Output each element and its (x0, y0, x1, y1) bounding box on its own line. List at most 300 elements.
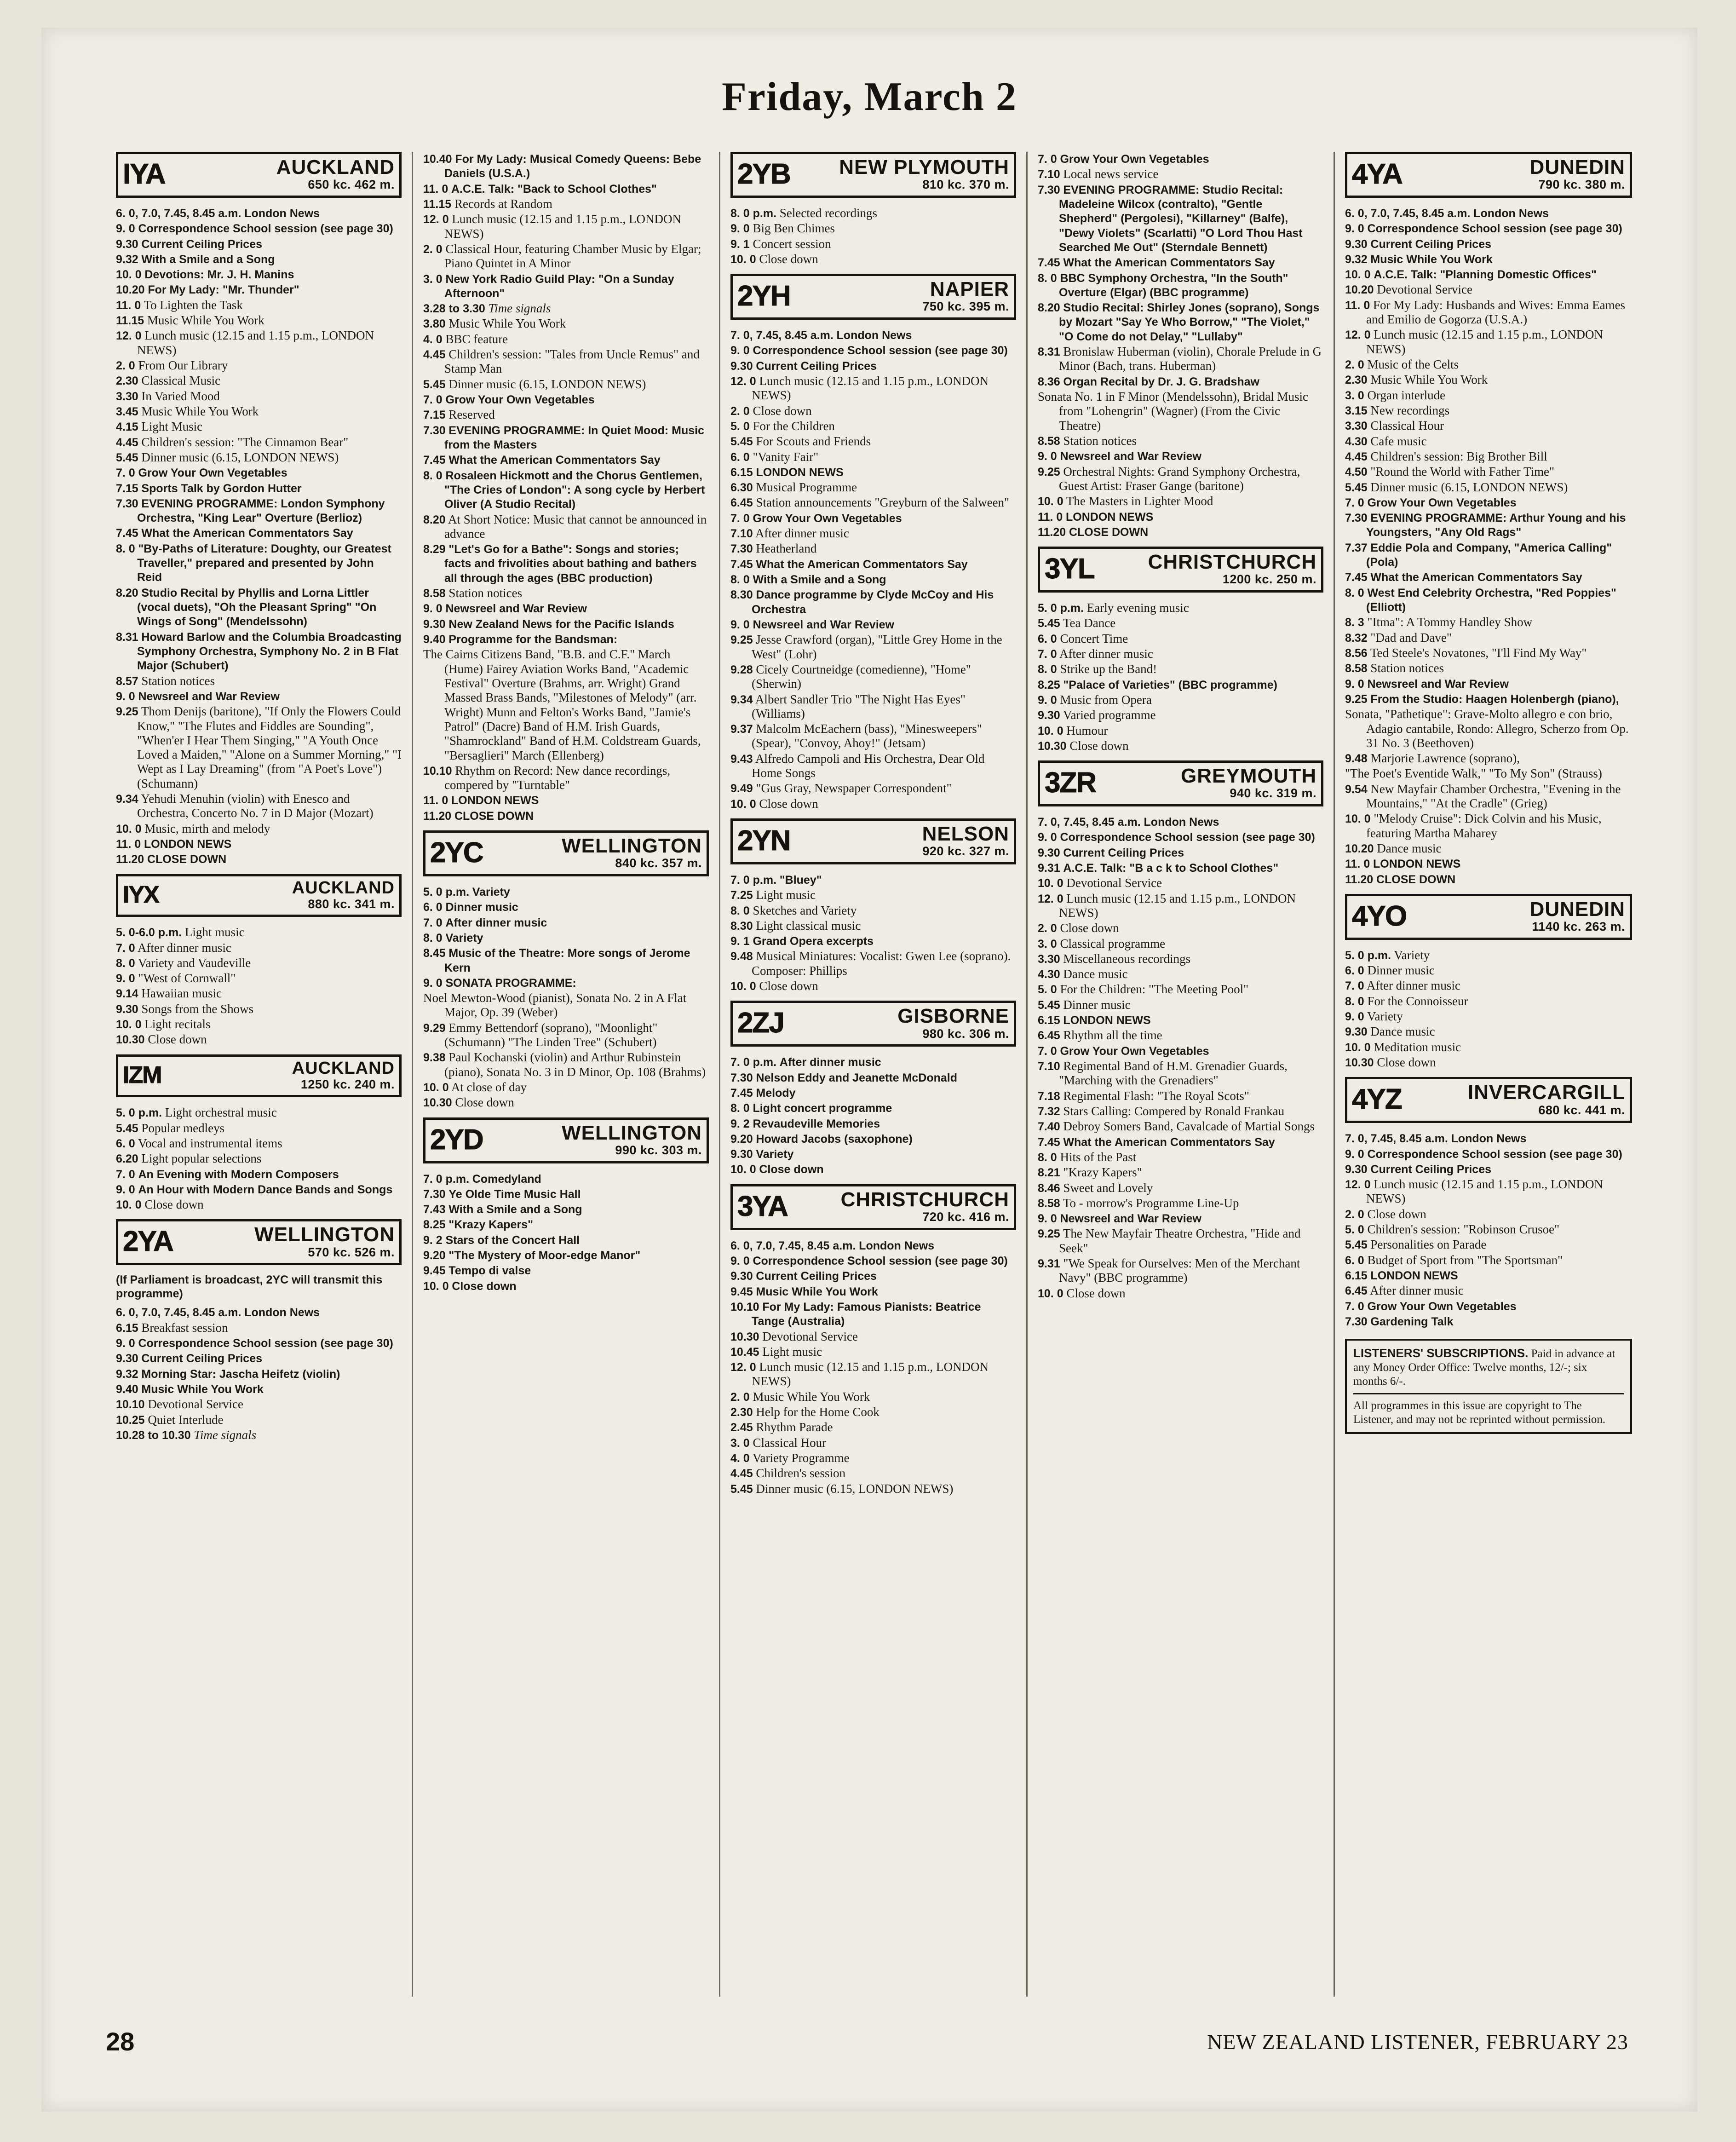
programme-title: Alfredo Campoli and His Orchestra, Dear Old Home Songs (752, 751, 985, 780)
programme-entry (116, 1413, 402, 1427)
programme-entry (423, 347, 709, 376)
programme-title: Albert Sandler Trio "The Night Has Eyes" (Williams) (752, 692, 966, 720)
programme-time: 8. 0 (423, 469, 443, 482)
programme-entry (116, 420, 402, 434)
programme-entry (1038, 1089, 1323, 1103)
programme-entry (730, 1451, 1016, 1465)
programme-entry (1345, 373, 1632, 387)
programme-entry (1038, 892, 1323, 921)
programme-entry (423, 1021, 709, 1050)
programme-entry (116, 1351, 402, 1365)
programme-time: 9.20 (423, 1249, 446, 1262)
programme-entry (116, 925, 402, 939)
programme-title: Correspondence School session (see page 30) (1060, 831, 1315, 844)
programme-title: After dinner music (1369, 1284, 1464, 1298)
programme-entry (1345, 1025, 1632, 1039)
programme-title: Children's session: "Tales from Uncle Remus" and Stamp Man (444, 347, 700, 376)
programme-time: 7.18 (1038, 1089, 1060, 1103)
programme-time: 9.32 (1345, 253, 1368, 266)
programme-title: EVENING PROGRAMME: London Symphony Orchestra, "King Lear" Overture (Berlioz) (137, 497, 385, 525)
programme-entry (1038, 271, 1323, 300)
station-city: WELLINGTON (562, 835, 702, 858)
programme-time: 12. 0 (730, 1361, 756, 1374)
programme-time: 8.20 (1038, 301, 1060, 315)
programme-entry (116, 1032, 402, 1047)
programme-time: 11.15 (423, 197, 452, 211)
programme-time: 3. 0 (423, 272, 443, 286)
programme-time: 7.15 (116, 482, 138, 495)
programme-entry (423, 632, 709, 646)
programme-title: Current Ceiling Prices (1370, 1163, 1491, 1176)
programme-time: 9. 0 (730, 344, 750, 357)
programme-title: The Masters in Lighter Mood (1066, 494, 1213, 508)
programme-entry (423, 1279, 709, 1293)
programme-list (730, 328, 1016, 811)
programme-time: 5.45 (730, 435, 753, 449)
station-callsign: 2YH (737, 280, 790, 312)
programme-time: 7. 0 (730, 512, 750, 525)
programme-title: "Dad and Dave" (1370, 630, 1452, 645)
programme-title: Light concert programme (753, 1102, 892, 1115)
programme-time: 4.45 (1345, 450, 1368, 463)
programme-entry (116, 1002, 402, 1016)
programme-entry (1345, 434, 1632, 449)
programme-title: Music of the Celts (1367, 357, 1459, 371)
programme-title: Current Ceiling Prices (141, 237, 262, 251)
programme-title: Light Music (141, 420, 203, 434)
programme-entry (730, 587, 1016, 616)
programme-title: What the American Commentators Say (1063, 256, 1275, 270)
programme-list (116, 925, 402, 1047)
programme-time: 10. 0 (730, 253, 756, 266)
programme-title: Music While You Work (141, 1382, 264, 1396)
programme-time: 7.30 (730, 1071, 753, 1084)
programme-time: 11. 0 (423, 794, 448, 807)
programme-time: 8.56 (1345, 646, 1368, 660)
programme-entry (1345, 480, 1632, 495)
copyright-notice: All programmes in this issue are copyright to The Listener, and may not be reprinted without permission. (1353, 1399, 1606, 1426)
programme-title: Station announcements "Greyburn of the Salween" (756, 495, 1010, 510)
programme-entry (730, 873, 1016, 887)
programme-title: After dinner music (1059, 646, 1153, 661)
programme-entry (1345, 328, 1632, 357)
programme-title: Help for the Home Cook (756, 1405, 879, 1419)
programme-time: 8.30 (730, 588, 753, 602)
station-header (730, 818, 1016, 864)
programme-entry (730, 1117, 1016, 1131)
programme-title: Lunch music (12.15 and 1.15 p.m., LONDON NEWS) (444, 212, 682, 241)
programme-title: New Zealand News for the Pacific Islands (448, 617, 674, 631)
programme-title: London News (1473, 207, 1549, 220)
programme-entry (730, 1466, 1016, 1480)
programme-title: After dinner music (445, 916, 547, 929)
programme-title: Classical Music (141, 374, 221, 388)
programme-time: 9.30 (116, 1352, 138, 1365)
programme-entry (1345, 252, 1632, 266)
programme-entry (1038, 724, 1323, 738)
programme-time: 9.45 (730, 1285, 753, 1298)
programme-entry (730, 781, 1016, 795)
programme-time: 6.45 (730, 496, 753, 510)
programme-entry (1038, 167, 1323, 181)
programme-entry (423, 212, 709, 241)
programme-title: For My Lady: Musical Comedy Queens: Bebe Daniels (U.S.A.) (444, 153, 701, 180)
programme-time: 9.30 (1345, 1163, 1368, 1176)
programme-title: Local news service (1063, 167, 1159, 181)
station-header (116, 1219, 402, 1265)
programme-time: 6. 0 (116, 1137, 135, 1150)
programme-entry (1038, 967, 1323, 981)
programme-title: Classical Hour (1370, 419, 1444, 433)
programme-time: 8. 0 (1345, 586, 1364, 599)
station-city: AUCKLAND (292, 1058, 395, 1078)
programme-entry (730, 328, 1016, 342)
programme-entry (730, 1254, 1016, 1268)
programme-time: 11. 0 (1345, 299, 1370, 312)
programme-title: With a Smile and a Song (753, 573, 886, 586)
programme-title: Big Ben Chimes (753, 221, 835, 236)
programme-entry (1038, 183, 1323, 255)
programme-title: With a Smile and a Song (448, 1203, 582, 1216)
programme-time: 10. 0 (116, 268, 142, 282)
programme-entry (116, 221, 402, 236)
programme-title: From Our Library (138, 358, 228, 372)
programme-time: 10. 0 (1038, 495, 1063, 508)
programme-time: 9.48 (1345, 752, 1368, 766)
programme-title: London News (244, 207, 320, 220)
programme-entry (1345, 298, 1632, 327)
programme-time: 4.15 (116, 420, 138, 434)
programme-title: Grow Your Own Vegetables (753, 512, 902, 525)
programme-entry (423, 332, 709, 346)
programme-title: Morning Star: Jascha Heifetz (violin) (141, 1367, 340, 1381)
programme-time: 8.31 (116, 630, 138, 644)
station-callsign: IYX (123, 881, 159, 909)
programme-entry (1345, 1207, 1632, 1221)
programme-title: Lunch music (12.15 and 1.15 p.m., LONDON NEWS) (1366, 1177, 1604, 1206)
programme-title: EVENING PROGRAMME: Arthur Young and his Youngsters, "Any Old Rags" (1366, 512, 1626, 539)
programme-time: 9.38 (423, 1051, 446, 1065)
programme-time: 8.32 (1345, 631, 1368, 645)
programme-entry (1038, 616, 1323, 630)
programme-title: New York Radio Guild Play: "On a Sunday Afternoon" (444, 272, 674, 300)
programme-time: 9. 0 (1038, 831, 1057, 844)
programme-entry (730, 1390, 1016, 1404)
programme-time: 9. 2 (423, 1233, 443, 1247)
programme-title: Studio Recital by Phyllis and Lorna Littler (vocal duets), "Oh the Pleasant Spring" "On Wings of Song" (Mendelssohn) (137, 586, 377, 628)
programme-entry (116, 956, 402, 970)
programme-title: Station notices (1370, 661, 1444, 675)
programme-title: Variety and Vaudeville (138, 956, 251, 970)
programme-title: Grow Your Own Vegetables (138, 466, 287, 480)
programme-title: Grow Your Own Vegetables (1060, 1044, 1209, 1058)
programme-time: 7.30 (116, 497, 138, 510)
programme-title: LONDON NEWS (451, 794, 539, 807)
programme-time: 9. 0 (423, 602, 443, 616)
programme-entry (730, 374, 1016, 403)
programme-title: "Let's Go for a Bathe": Songs and stories; facts and frivolities about bathing and bathers all through the ages (BBC production) (444, 543, 697, 585)
programme-title: A.C.E. Talk: "B a c k to School Clothes" (1063, 861, 1279, 875)
programme-time: 8. 3 (1345, 616, 1364, 629)
programme-entry (423, 1172, 709, 1186)
programme-time: 5. 0 p.m. (1345, 949, 1391, 962)
programme-time: 4. 0 (423, 333, 443, 346)
programme-title: EVENING PROGRAMME: Studio Recital: Madeleine Wilcox (contralto), "Gentle Shepherd" (Pergolesi), "Killarney" (Balfe), "Dewy Violets" (Scarlatti) "O Lord Thou Hast Searched Me Out" (Sterndale Bennett) (1059, 183, 1303, 254)
programme-entry (423, 1202, 709, 1216)
programme-entry (423, 976, 709, 990)
programme-time: 9.30 (423, 617, 446, 631)
programme-entry (1345, 1268, 1632, 1283)
programme-title: Hawaiian music (141, 986, 222, 1001)
programme-title: Regimental Flash: "The Royal Scots" (1063, 1088, 1249, 1103)
programme-list (116, 1305, 402, 1442)
station-frequency: 720 kc. 416 m. (922, 1209, 1009, 1224)
programme-time: 11.20 (423, 809, 452, 823)
programme-entry (116, 541, 402, 585)
programme-title: Paul Kochanski (violin) and Arthur Rubinstein (piano), Sonata No. 3 in D Minor, Op. 108 (Brahms) (444, 1050, 706, 1079)
programme-title: Rosaleen Hickmott and the Chorus Gentlemen, "The Cries of London": A song cycle by Herbert Oliver (A Studio Recital) (444, 469, 705, 511)
station-meta (172, 157, 395, 192)
programme-title: Correspondence School session (see page 30) (138, 222, 393, 236)
programme-time: 5.45 (730, 1482, 753, 1496)
programme-entry (423, 542, 709, 585)
programme-entry (116, 1198, 402, 1212)
programme-title: Music While You Work (147, 313, 264, 328)
programme-time: 6. 0 (1345, 964, 1364, 978)
programme-time: 7.30 (1345, 512, 1368, 525)
programme-title: Tea Dance (1063, 616, 1116, 630)
programme-title: LONDON NEWS (1373, 858, 1461, 871)
programme-time: 5. 0 p.m. (423, 885, 470, 898)
programme-entry (730, 1071, 1016, 1085)
programme-entry (1345, 646, 1632, 660)
programme-entry (1038, 1256, 1323, 1285)
station-frequency: 980 kc. 306 m. (922, 1026, 1009, 1041)
programme-time: 7.37 (1345, 541, 1368, 554)
programme-title: Close down (148, 1032, 207, 1047)
programme-time: 9.48 (730, 950, 753, 963)
programme-title: Variety (472, 885, 510, 898)
programme-time: 8.58 (423, 587, 446, 600)
programme-time: 9. 0 (1038, 450, 1057, 463)
programme-entry (1038, 632, 1323, 646)
programme-title: Close down (759, 796, 818, 811)
station-meta (489, 835, 702, 870)
station-callsign: 4YZ (1352, 1083, 1402, 1116)
programme-time: 9. 0 (1345, 1147, 1364, 1161)
programme-entry (423, 512, 709, 541)
programme-title: London News (244, 1306, 320, 1319)
programme-title: Music While You Work (141, 404, 259, 418)
programme-time: 9.34 (730, 693, 753, 706)
programme-time: 8. 0 (1038, 271, 1057, 285)
programme-entry (1038, 434, 1323, 448)
programme-title: Programme for the Bandsman: (448, 633, 618, 646)
programme-time: 10. 0 (730, 1163, 756, 1176)
programme-title: Correspondence School session (see page 30) (138, 1336, 393, 1350)
programme-title: Variety Programme (752, 1451, 850, 1465)
programme-entry (1038, 1059, 1323, 1088)
station-callsign: 4YA (1352, 158, 1402, 190)
programme-time: 7.30 (730, 542, 753, 556)
programme-title: What the American Commentators Say (141, 527, 353, 540)
station-frequency: 650 kc. 462 m. (308, 178, 395, 192)
programme-time: 10. 0 (423, 1279, 449, 1293)
programme-title: Sonata No. 1 in F Minor (Mendelssohn), Bridal Music from "Lohengrin" (Wagner) (From the Civic Theatre) (1038, 390, 1308, 432)
programme-entry (1038, 830, 1323, 844)
programme-entry (1345, 782, 1632, 811)
station-header (116, 152, 402, 198)
programme-time: 9. 0 (1345, 677, 1364, 691)
station-meta (1102, 766, 1316, 800)
programme-entry (423, 991, 709, 1020)
programme-time: 3.15 (1345, 404, 1368, 417)
station-header (1345, 152, 1632, 198)
programme-entry (1345, 1055, 1632, 1070)
programme-entry (116, 1152, 402, 1166)
programme-title: Miscellaneous recordings (1063, 951, 1191, 966)
programme-title: Rhythm all the time (1063, 1028, 1162, 1042)
programme-title: Newsreel and War Review (1367, 677, 1509, 691)
programme-entry (1345, 465, 1632, 479)
programme-title: Dance programme by Clyde McCoy and His Orchestra (752, 588, 994, 616)
programme-time: 4.30 (1345, 435, 1368, 448)
programme-entry (116, 674, 402, 688)
programme-time: 9.43 (730, 752, 753, 766)
programme-title: "Krazy Kapers" (448, 1218, 533, 1232)
programme-title: Variety (756, 1148, 794, 1161)
programme-title: From the Studio: Haagen Holenbergh (piano), (1370, 692, 1619, 706)
programme-entry (1038, 1104, 1323, 1118)
programme-time: 10.28 to 10.30 (116, 1428, 191, 1442)
programme-title: What the American Commentators Say (1370, 571, 1582, 584)
programme-entry (1038, 678, 1323, 692)
programme-list (1345, 948, 1632, 1070)
programme-time: 6.45 (1038, 1029, 1060, 1042)
programme-time: 3. 0 (730, 1436, 750, 1450)
programme-entry (1038, 647, 1323, 661)
programme-entry (1038, 846, 1323, 860)
programme-entry (1038, 708, 1323, 722)
programme-time: 9. 0 (116, 690, 135, 703)
programme-title: The Cairns Citizens Band, "B.B. and C.F." March (Hume) Fairey Aviation Works Band, "Academic Festival" Overture (Brahms, arr. Wright) Grand Massed Brass Bands, "Milestones of Melody" (arr. Wright) Munn and Felton's Works Band, "Jamie's Patrol" (Dacre) Band of H.M. Irish Guards, "Shamrockland" Band of H.M. Coldstream Guards, "Bersaglieri" March (Ellenberg) (423, 647, 701, 762)
programme-time: 9.54 (1345, 783, 1368, 796)
programme-list (1345, 1131, 1632, 1329)
programme-entry (116, 298, 402, 312)
programme-title: "Itma": A Tommy Handley Show (1367, 615, 1533, 629)
programme-time: 9. 0 (423, 976, 443, 990)
station-city: AUCKLAND (276, 156, 395, 178)
station-header (1038, 760, 1323, 806)
programme-entry (1038, 1013, 1323, 1027)
station-header (1038, 547, 1323, 593)
page-sheet (41, 28, 1697, 2112)
station-header (423, 1117, 709, 1163)
programme-entry (1038, 693, 1323, 707)
programme-title: Dinner music (6.15, LONDON NEWS) (448, 377, 646, 391)
station-header (116, 1054, 402, 1098)
programme-time: 9.32 (116, 1367, 138, 1381)
programme-title: Music from Opera (1060, 692, 1152, 707)
programme-entry (1345, 282, 1632, 297)
programme-time: 12. 0 (1345, 328, 1371, 342)
programme-entry (423, 468, 709, 512)
programme-entry (1038, 300, 1323, 344)
programme-title: Howard Barlow and the Columbia Broadcasting Symphony Orchestra, Symphony No. 2 in B Flat Major (Schubert) (137, 630, 402, 673)
programme-time: 7.45 (1345, 571, 1368, 584)
programme-time: 2. 0 (1038, 922, 1057, 935)
programme-time: 9. 1 (730, 935, 750, 948)
programme-time: 9.30 (730, 1148, 753, 1161)
programme-entry (730, 450, 1016, 464)
programme-time: 7.30 (1038, 183, 1060, 196)
programme-title: Music While You Work (1370, 373, 1488, 387)
programme-entry (1038, 1211, 1323, 1226)
programme-time: 7. 0 (1345, 496, 1364, 509)
programme-entry (116, 1397, 402, 1411)
programme-time: 11.15 (116, 314, 144, 328)
programme-time: 10.40 (423, 153, 452, 166)
programme-entry (1345, 1314, 1632, 1329)
programme-title: What the American Commentators Say (756, 558, 968, 571)
programme-time: 9. 1 (730, 237, 750, 251)
programme-entry (1038, 1044, 1323, 1058)
programme-title: Station notices (448, 586, 523, 600)
programme-title: Stars Calling: Compered by Ronald Frankau (1063, 1104, 1285, 1118)
station-header (730, 274, 1016, 320)
programme-time: 10.30 (423, 1096, 452, 1110)
programme-title: Cicely Courtneidge (comedienne), "Home" (Sherwin) (752, 662, 971, 691)
programme-title: Grow Your Own Vegetables (1367, 496, 1517, 509)
station-city: WELLINGTON (562, 1121, 702, 1144)
programme-entry (1038, 952, 1323, 966)
programme-title: Humour (1066, 723, 1108, 737)
programme-title: Devotional Service (148, 1397, 243, 1411)
programme-entry (1038, 449, 1323, 463)
programme-title: Meditation music (1374, 1040, 1461, 1054)
programme-entry (730, 434, 1016, 449)
programme-time: 12. 0 (1345, 1178, 1371, 1192)
programme-time: 11. 0 (423, 182, 448, 196)
programme-title: Close down (759, 1163, 824, 1176)
programme-entry (116, 1106, 402, 1120)
programme-list (730, 1055, 1016, 1177)
programme-time: 7.45 (116, 527, 138, 540)
programme-entry (1345, 1177, 1632, 1206)
programme-title: Records at Random (454, 196, 552, 211)
programme-entry (116, 704, 402, 791)
station-callsign: 2YN (737, 824, 790, 857)
programme-title: Close down (1367, 1207, 1426, 1221)
programme-entry (116, 586, 402, 629)
programme-entry (730, 1055, 1016, 1069)
programme-time: 10. 0 (1345, 1041, 1371, 1054)
programme-entry (730, 1360, 1016, 1389)
station-frequency: 1200 kc. 250 m. (1222, 572, 1316, 587)
programme-time: 10. 0 (1038, 877, 1063, 890)
programme-time: 8.21 (1038, 1166, 1060, 1180)
programme-title: Musical Programme (756, 480, 857, 495)
station-callsign: 2YC (430, 837, 483, 869)
programme-title: "Round the World with Father Time" (1370, 465, 1555, 479)
programme-title: Music of the Theatre: More songs of Jerome Kern (444, 947, 690, 974)
programme-column (1335, 152, 1642, 1997)
programme-time: 9.32 (116, 253, 138, 266)
programme-time: 7. 0 (423, 916, 443, 929)
programme-title: Music While You Work (753, 1389, 870, 1404)
station-callsign: 3YA (737, 1190, 788, 1222)
programme-time: 11. 0 (1038, 510, 1063, 524)
